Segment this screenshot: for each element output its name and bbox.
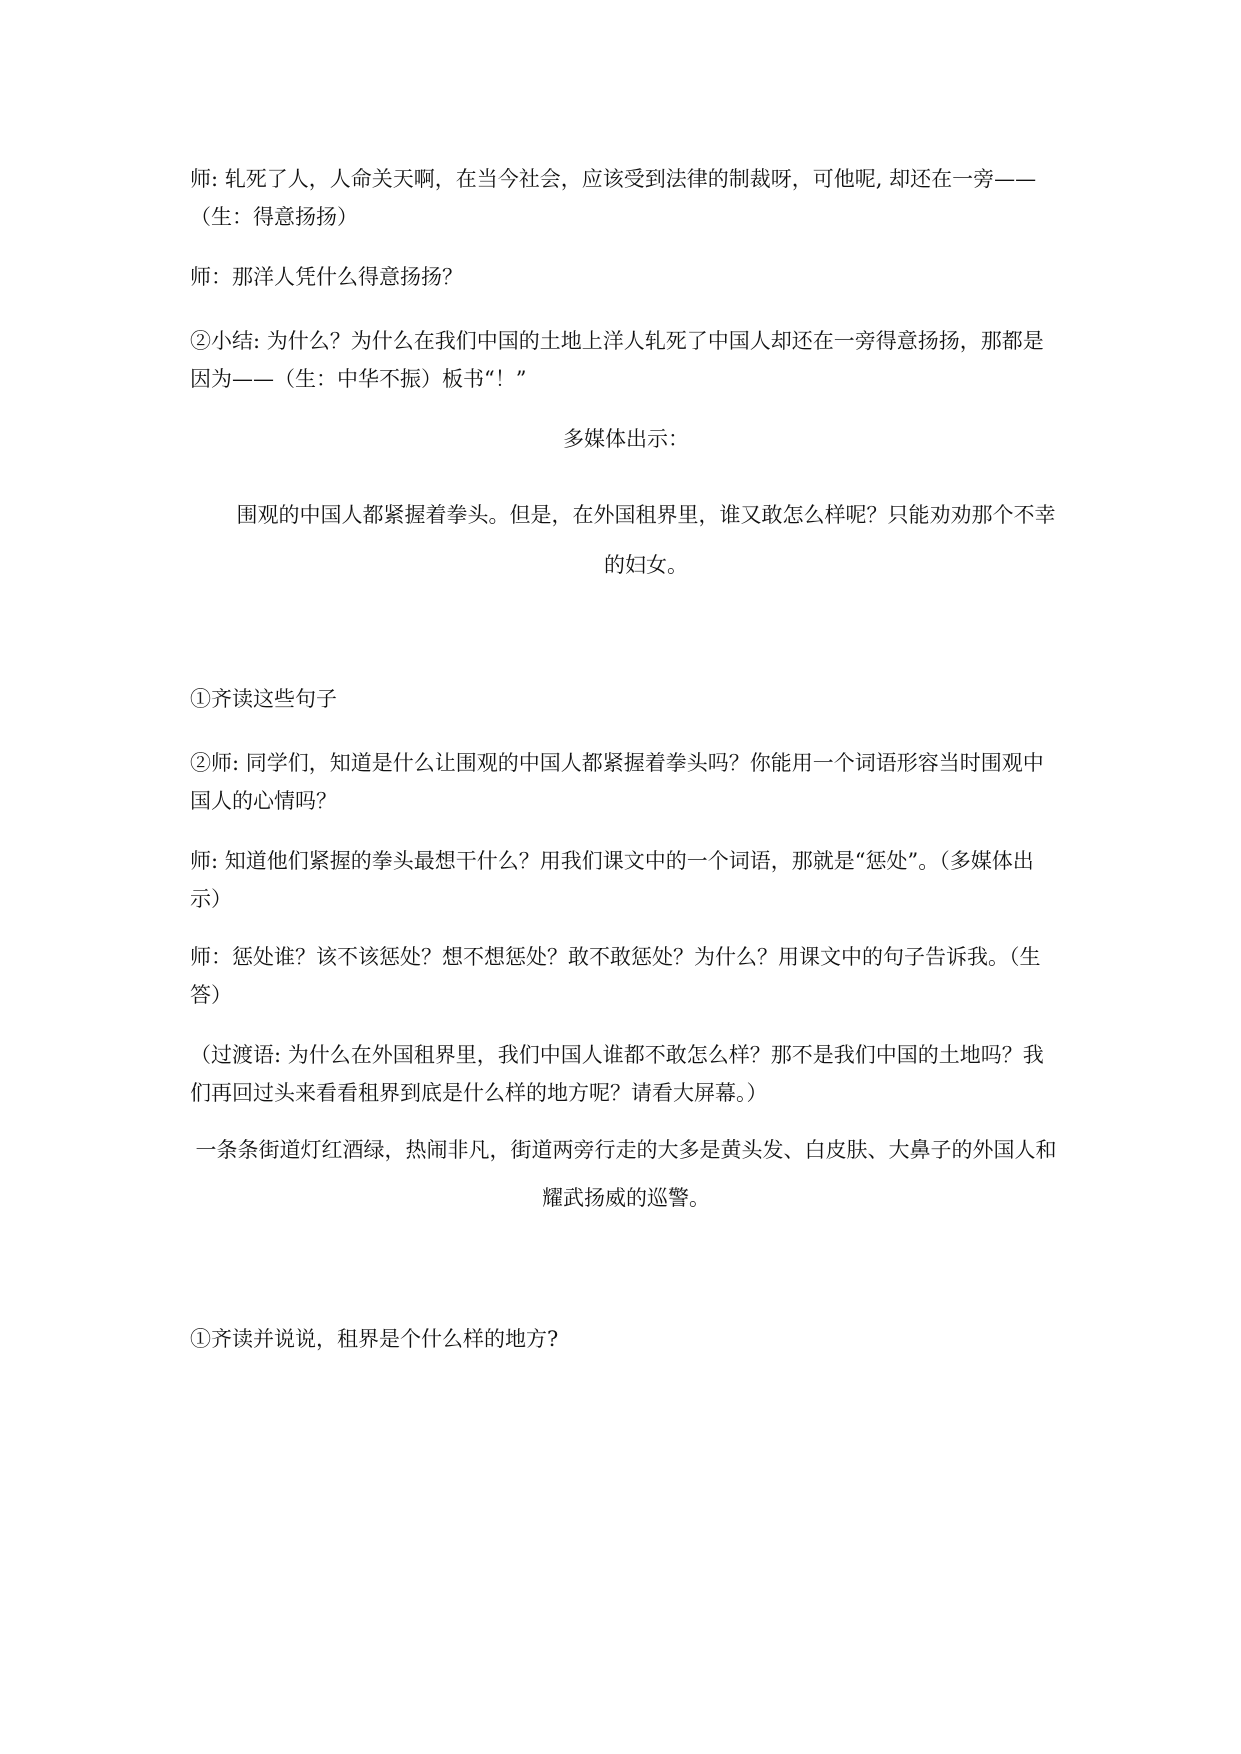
- paragraph-teacher-question: 师：那洋人凭什么得意扬扬？: [190, 265, 463, 289]
- paragraph-teacher-punish: 师: 知道他们紧握的拳头最想干什么？用我们课文中的一个词语，那就是“惩处”。（多媒体出示）: [190, 849, 1034, 911]
- multimedia-quote-2: 一条条街道灯红酒绿，热闹非凡，街道两旁行走的大多是黄头发、白皮肤、大鼻子的外国人和耀武扬威的巡警。: [195, 1138, 1057, 1210]
- multimedia-quote-1: 围观的中国人都紧握着拳头。但是，在外国租界里，谁又敢怎么样呢？只能劝劝那个不幸的妇女。: [236, 503, 1056, 577]
- multimedia-label: 多媒体出示：: [563, 427, 689, 451]
- paragraph-teacher-punish-who: 师：惩处谁？该不该惩处？想不想惩处？敢不敢惩处？为什么？用课文中的句子告诉我。（生答）: [190, 945, 1041, 1007]
- paragraph-transition: （过渡语: 为什么在外国租界里，我们中国人谁都不敢怎么样？那不是我们中国的土地吗？我们再回过头来看看租界到底是什么样的地方呢？请看大屏幕。）: [190, 1043, 1044, 1105]
- paragraph-teacher-students: ②师: 同学们，知道是什么让围观的中国人都紧握着拳头吗？你能用一个词语形容当时围观中国人的心情吗？: [190, 751, 1044, 813]
- paragraph-summary: ②小结: 为什么？为什么在我们中国的土地上洋人轧死了中国人却还在一旁得意扬扬，那都是因为——（生：中华不振）板书“！”: [190, 329, 1044, 391]
- paragraph-teacher-run-over: 师: 轧死了人，人命关天啊，在当今社会，应该受到法律的制裁呀，可他呢, 却还在一旁——（生：得意扬扬）: [190, 167, 1037, 229]
- paragraph-read-discuss: ①齐读并说说，租界是个什么样的地方?: [190, 1327, 559, 1351]
- paragraph-read-sentences: ①齐读这些句子: [190, 687, 337, 711]
